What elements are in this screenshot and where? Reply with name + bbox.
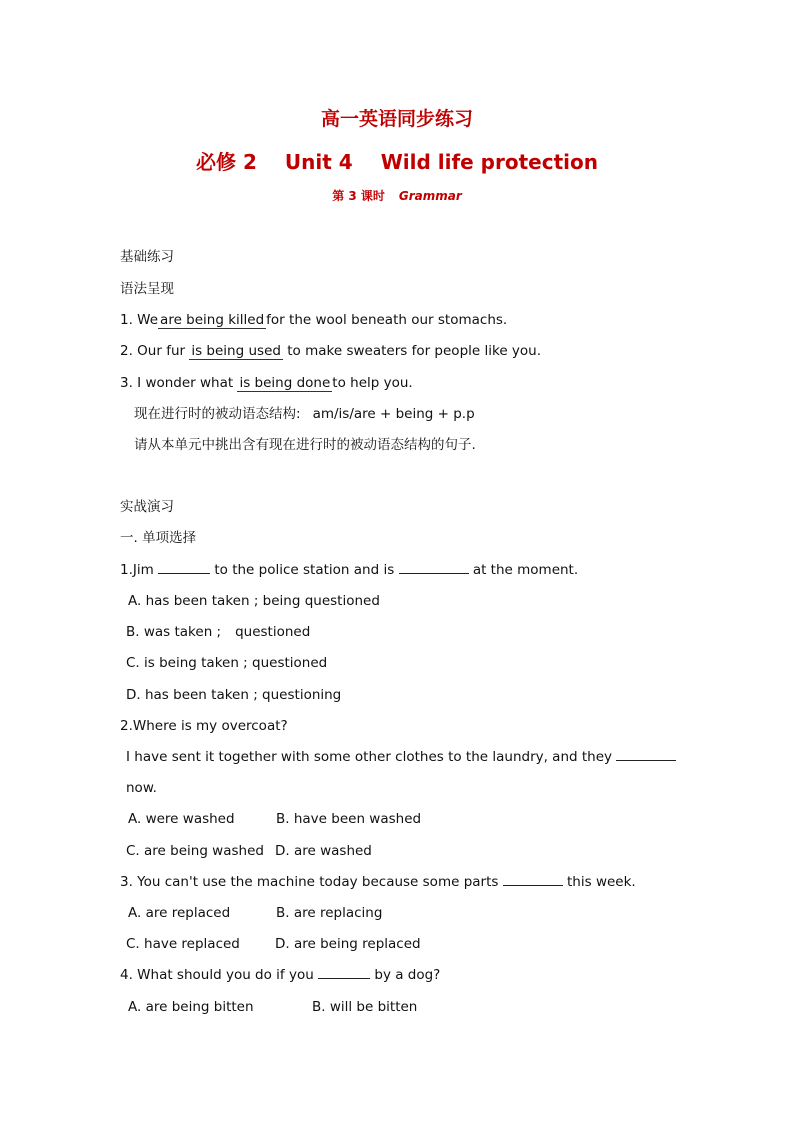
q4-blank: [318, 966, 370, 979]
structure-formula: am/is/are + being + p.p: [312, 406, 475, 422]
example-1-post: for the wool beneath our stomachs.: [266, 312, 508, 328]
q3-text-pre: 3. You can't use the machine today because some parts: [120, 874, 499, 890]
lesson-label: 第 3 课时: [332, 189, 385, 203]
example-sentence-3: [120, 374, 413, 392]
q3-option-d: D. are being replaced: [275, 936, 421, 952]
q4-text-post: by a dog?: [374, 967, 441, 983]
q2-sentence-end: now.: [126, 780, 157, 796]
structure-label: 现在进行时的被动语态结构:: [134, 406, 301, 422]
book-label: 必修 2: [196, 150, 257, 174]
q1-text-mid: to the police station and is: [214, 562, 395, 578]
q1-option-d: D. has been taken ; questioning: [126, 687, 342, 703]
example-3-underlined: is being done: [239, 375, 331, 391]
q1-blank-1: [158, 561, 210, 574]
q1-text-post: at the moment.: [472, 562, 579, 578]
q2-option-b: B. have been washed: [276, 811, 422, 827]
q3-text-post: this week.: [567, 874, 636, 890]
grammar-subheading: 语法呈现: [120, 281, 174, 297]
lesson-heading: [0, 187, 794, 204]
q4-text-pre: 4. What should you do if you: [120, 967, 314, 983]
example-2-underlined: is being used: [191, 343, 281, 359]
instruction-line: 请从本单元中挑出含有现在进行时的被动语态结构的句子.: [134, 437, 476, 453]
q1-text-pre: 1.Jim: [120, 562, 154, 578]
q1-option-c: C. is being taken ; questioned: [126, 655, 328, 671]
worksheet-title: 高一英语同步练习: [320, 108, 473, 130]
example-2-pre: 2. Our fur: [120, 343, 186, 359]
q3-option-b: B. are replacing: [276, 905, 383, 921]
q4-option-a: A. are being bitten: [128, 999, 254, 1015]
example-sentence-2: [120, 342, 541, 360]
example-1-pre: 1. We: [120, 312, 159, 328]
q1-blank-2: [399, 561, 469, 574]
basic-heading: 基础练习: [120, 249, 174, 265]
unit-heading: [0, 146, 794, 175]
section-title: 一. 单项选择: [120, 530, 197, 546]
q2-sentence: [126, 748, 676, 766]
q2-blank: [616, 748, 676, 761]
practice-heading: 实战演习: [120, 499, 174, 515]
unit-topic: Wild life protection: [380, 150, 598, 174]
q2-option-c: C. are being washed: [126, 843, 264, 859]
example-1-underlined: are being killed: [160, 312, 265, 328]
q2-sentence-text: I have sent it together with some other clothes to the laundry, and they: [126, 749, 613, 765]
structure-line: [134, 405, 475, 423]
question-3: [120, 873, 636, 891]
question-4: [120, 966, 440, 984]
q2-option-d: D. are washed: [275, 843, 372, 859]
q1-option-b-text-2: questioned: [235, 624, 311, 640]
q4-option-b: B. will be bitten: [312, 999, 418, 1015]
q1-option-b-text: B. was taken ;: [126, 624, 222, 640]
example-3-post: to help you.: [332, 375, 413, 391]
example-3-pre: 3. I wonder what: [120, 375, 234, 391]
q2-option-a: A. were washed: [128, 811, 235, 827]
lesson-topic: Grammar: [398, 189, 462, 203]
q3-option-a: A. are replaced: [128, 905, 231, 921]
q1-option-a: A. has been taken ; being questioned: [128, 593, 380, 609]
q3-option-c: C. have replaced: [126, 936, 240, 952]
unit-label: Unit 4: [284, 150, 353, 174]
example-sentence-1: [120, 311, 507, 329]
question-2: 2.Where is my overcoat?: [120, 718, 288, 734]
q3-blank: [503, 873, 563, 886]
q1-option-b: [126, 623, 310, 641]
question-1: [120, 561, 578, 579]
example-2-post: to make sweaters for people like you.: [287, 343, 542, 359]
